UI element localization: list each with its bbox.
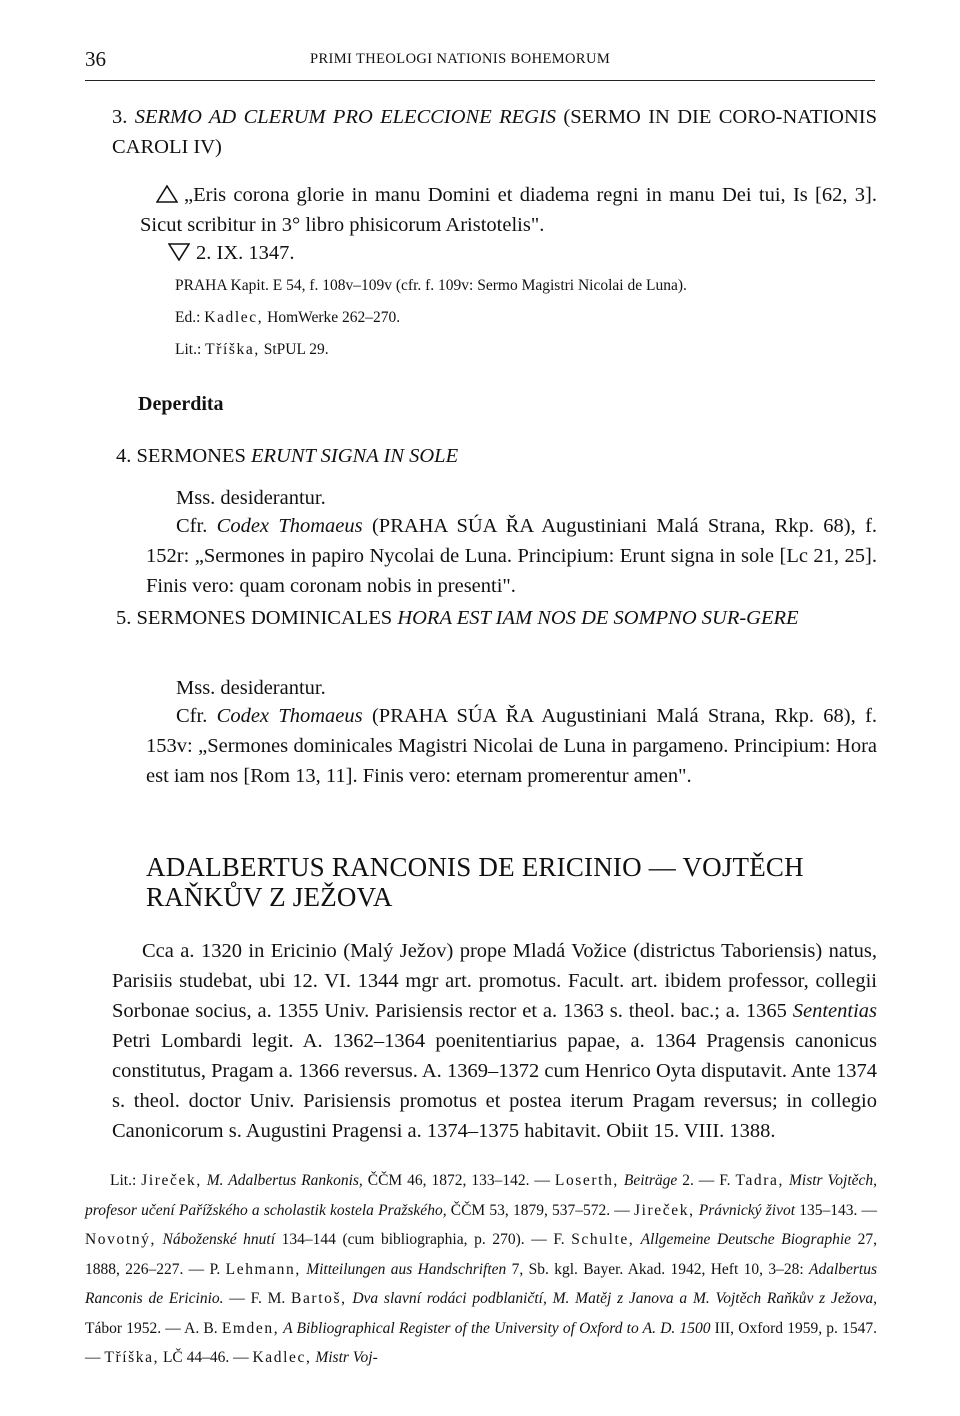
page-header bbox=[85, 47, 875, 79]
entry-3-sources bbox=[175, 270, 875, 366]
literature-block bbox=[85, 1166, 877, 1373]
literature-segment: Tadra, bbox=[735, 1172, 785, 1189]
entry-4-mss: Mss. desiderantur. bbox=[176, 487, 326, 509]
edition-line: Ed.: Kadlec, HomWerke 262–270. bbox=[175, 309, 401, 326]
entry-4-cfr: Cfr. Codex Thomaeus (PRAHA SÚA ŘA Augustiniani Malá Strana, Rkp. 68), f. 152r: „Sermones in papiro Nycolai de Luna. Principium: Erunt signa in sole [Lc 21, 25]. Finis vero: quam coronam nobis in presenti". bbox=[146, 515, 878, 597]
literature-segment: Beiträge bbox=[618, 1172, 678, 1189]
literature-segment: Jireček, bbox=[633, 1201, 695, 1219]
author-heading: ADALBERTUS RANCONIS DE ERICINIO — VOJTĚCH RAŇKŮV Z JEŽOVA bbox=[146, 852, 804, 912]
incipit-triangle-icon bbox=[156, 185, 178, 203]
explicit-triangle-icon bbox=[168, 243, 190, 261]
literature-segment: ČČM 46, 1872, 133–142. — bbox=[362, 1172, 555, 1189]
entry-title-italic: SERMO AD CLERUM PRO ELECCIONE REGIS bbox=[134, 106, 557, 128]
entry-3-title bbox=[112, 102, 877, 162]
literature-segment: Novotný, bbox=[85, 1231, 156, 1248]
literature-segment: Jireček, bbox=[141, 1172, 202, 1189]
literature-label: Lit.: bbox=[110, 1172, 137, 1189]
literature-segment: Mitteilungen aus Handschriften bbox=[300, 1260, 507, 1278]
literature-segment: Právnický život bbox=[694, 1201, 796, 1219]
literature-segment: Lehmann, bbox=[225, 1260, 301, 1278]
page-number: 36 bbox=[85, 47, 106, 71]
literature-segment: 27, 1888, 226–227. — P. bbox=[85, 1231, 878, 1278]
literature-segment: Adalbertus Ranconis de Ericinio. bbox=[85, 1260, 878, 1307]
literature-segment: Náboženské hnutí bbox=[155, 1231, 276, 1248]
entry-3-explicit-date bbox=[168, 238, 295, 268]
literature-segment: Kadlec, bbox=[252, 1349, 312, 1366]
literature-segment: III, Oxford 1959, p. 1547. — bbox=[85, 1319, 877, 1366]
literature-line: Lit.: Tříška, StPUL 29. bbox=[175, 341, 329, 358]
running-head: PRIMI THEOLOGI NATIONIS BOHEMORUM bbox=[310, 51, 611, 67]
literature-segment: Tábor 1952. — A. B. bbox=[85, 1319, 222, 1337]
section-heading-deperdita: Deperdita bbox=[138, 393, 224, 415]
literature-segment: 2. — F. bbox=[677, 1172, 736, 1189]
entry-number: 3. bbox=[112, 106, 128, 128]
literature-segment: 134–144 (cum bibliographia, p. 270). — F. bbox=[275, 1231, 572, 1248]
entry-3-incipit: „Eris corona glorie in manu Domini et diadema regni in manu Dei tui, Is [62, 3]. Sicut scribitur in 3° libro phisicorum Aristotelis". bbox=[140, 184, 877, 236]
literature-segment: Tříška, bbox=[104, 1349, 160, 1366]
entry-5-mss: Mss. desiderantur. bbox=[176, 677, 326, 699]
author-biography: Cca a. 1320 in Ericinio (Malý Ježov) prope Mladá Vožice (districtus Taboriensis) natus, Parisiis studebat, ubi 12. VI. 1344 mgr art. promotus. Facult. art. ibidem professor, collegii Sorbonae socius, a. 1355 Univ. Parisiensis rector et a. 1363 s. theol. bac.; a. 1365 Sententias Petri Lombardi legit. A. 1362–1364 poenitentiarius papae, a. 1364 Pragensis canonicus constitutus, Pragam a. 1366 reversus. A. 1369–1372 cum Henrico Oyta disputavit. Ante 1374 s. theol. doctor Univ. Parisiensis promotus et postea iterum Pragam reversus; in collegio Canonicorum s. Augustini Pragensi a. 1374–1375 habitavit. Obiit 15. VIII. 1388. bbox=[112, 940, 878, 1142]
manuscript-line: PRAHA Kapit. E 54, f. 108v–109v (cfr. f. 109v: Sermo Magistri Nicolai de Luna). bbox=[175, 277, 687, 294]
literature-segment: 7, Sb. kgl. Bayer. Akad. 1942, Heft 10, 3–28: bbox=[506, 1260, 809, 1278]
entry-3 bbox=[112, 102, 877, 162]
entry-3-incipit-block bbox=[140, 180, 877, 240]
literature-segment: Dva slavní rodáci podblaničtí, M. Matěj z Janova a M. Vojtěch Raňkův z Ježova, bbox=[346, 1290, 877, 1307]
entry-4 bbox=[116, 441, 877, 471]
literature-segment: Allgemeine Deutsche Biographie bbox=[634, 1231, 852, 1248]
literature-segment: A Bibliographical Register of the University of Oxford to A. D. 1500 bbox=[279, 1319, 711, 1337]
entry-5 bbox=[116, 603, 877, 633]
date: 2. IX. 1347. bbox=[196, 242, 295, 264]
literature-segment: Bartoš, bbox=[291, 1290, 347, 1307]
entry-title-rest: (SERMO IN DIE CORO-NATIONIS CAROLI IV) bbox=[112, 106, 878, 158]
literature-segment: M. Adalbertus Rankonis, bbox=[201, 1172, 363, 1189]
literature-segment: Mistr Vojtěch, profesor učení Pařížského a scholastik kostela Pražského, bbox=[85, 1172, 878, 1219]
literature-segment: Schulte, bbox=[571, 1231, 635, 1248]
literature-segment: Emden, bbox=[221, 1319, 280, 1337]
literature-segment: 135–143. — bbox=[795, 1201, 878, 1219]
header-rule bbox=[85, 80, 875, 81]
entry-4-title: 4. SERMONES ERUNT SIGNA IN SOLE bbox=[116, 445, 459, 467]
literature-segment: LČ 44–46. — bbox=[159, 1349, 253, 1366]
literature-segment: Mistr Voj- bbox=[311, 1349, 378, 1366]
entry-5-cfr: Cfr. Codex Thomaeus (PRAHA SÚA ŘA Augustiniani Malá Strana, Rkp. 68), f. 153v: „Sermones dominicales Magistri Nicolai de Luna in pargameno. Principium: Hora est iam nos [Rom 13, 11]. Finis vero: eternam promerentur amen". bbox=[146, 705, 878, 787]
entry-5-title: 5. SERMONES DOMINICALES HORA EST IAM NOS DE SOMPNO SUR-GERE bbox=[116, 607, 799, 629]
literature-segment: — F. M. bbox=[223, 1290, 292, 1307]
literature-segment: ČČM 53, 1879, 537–572. — bbox=[446, 1201, 634, 1219]
literature-segment: Loserth, bbox=[554, 1172, 619, 1189]
